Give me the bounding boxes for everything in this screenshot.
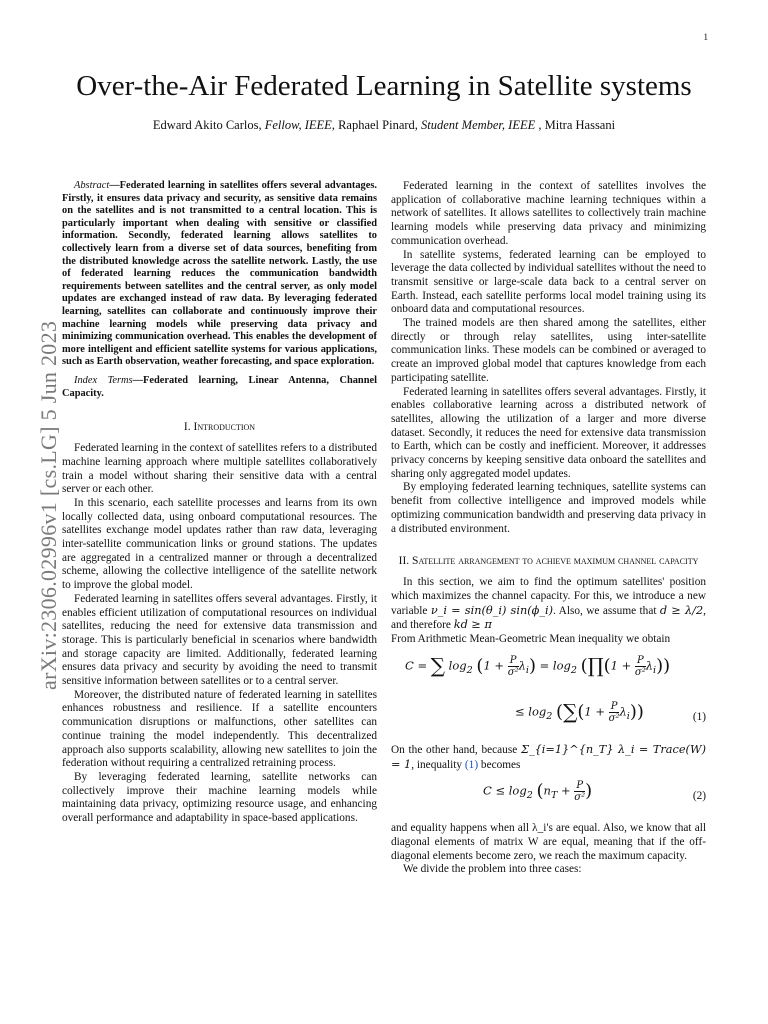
- s2p3-b: , inequality: [411, 758, 465, 771]
- s2p3-a: On the other hand, because: [391, 743, 521, 756]
- section-2-paragraph-3: [391, 743, 706, 772]
- section-2-paragraph-1: [391, 576, 706, 633]
- s2p1-c: , and therefore: [391, 604, 706, 632]
- arxiv-stamp: arXiv:2306.02996v1 [cs.LG] 5 Jun 2023: [36, 320, 61, 690]
- abstract-text: —Federated learning in satellites offers several advantages. Firstly, it ensures data privacy and security, as sensitive data remains on the satellites and is not transmitted to a central location. This is particularly important when dealing with sensitive or classified information. Secondly, federated learning allows satellites to collectively learn from a diverse set of data sources, benefiting from the distributed knowledge across the satellite network. Lastly, the use of federated learning reduces the communication bandwidth requirements between satellites and the central server, as only model updates are exchanged instead of raw data. By leveraging federated learning, satellites can collaborate and continuously improve their machine learning models while preserving data privacy and minimizing communication overhead. This enables the development of more intelligent and efficient satellite systems for various applications, such as Earth observation, weather forecasting, and space exploration.: [62, 180, 377, 368]
- right-paragraph-1: Federated learning in the context of satellites involves the application of collaborative machine learning techniques within a network of satellites. It allows satellites to collectively train machine learning models while preserving data privacy and minimizing communication overhead.: [391, 180, 706, 247]
- intro-paragraph-4: Moreover, the distributed nature of federated learning in satellites enhances robustness and resilience. If a satellite encounters communication disruptions or malfunctions, other satellites can continue training the model independently. This decentralized approach also supports scalability, allowing new satellites to join the federation without requiring a centralized retraining process.: [62, 688, 377, 770]
- page-number: 1: [703, 32, 708, 42]
- right-paragraph-2: In satellite systems, federated learning can be employed to leverage the data collected by individual satellites without the need to transmit sensitive or large-scale data back to a central server on Earth. Instead, each satellite performs local model training using its onboard data and computational resources.: [391, 248, 706, 316]
- index-terms-text: —Federated learning, Linear Antenna, Channel Capacity.: [62, 374, 377, 399]
- equation-1a: [391, 651, 706, 693]
- author-2-role: Student Member, IEEE: [421, 118, 536, 132]
- trace-sum: Σ_{i=1}^{n_T} λ_i = Trace(W) = 1: [391, 742, 706, 771]
- equation-1a-body: C = ∑ $\log_2 (1$ + $\frac{P}{\text{σ²}}$ $\lambda_i) = \log_2$ (∏(1 + $\frac{P}{\text{σ²}}$ $\lambda_i$)): [405, 653, 671, 678]
- equation-1-reference[interactable]: (1): [464, 758, 479, 771]
- author-3: , Mitra Hassani: [535, 118, 616, 132]
- variable-definition: ν_i = sin(θ_i) sin(ϕ_i): [430, 603, 554, 617]
- right-paragraph-3: The trained models are then shared among the satellites, either directly or through relay satellites, using inter-satellite communication links. These models can be combined or averaged to create an improved global model that captures knowledge from each participating satellite.: [391, 317, 706, 384]
- left-column: [62, 180, 377, 826]
- section-2-paragraph-2: From Arithmetic Mean-Geometric Mean inequality we obtain: [391, 633, 671, 646]
- index-terms: [62, 375, 377, 400]
- section-2-paragraph-4: and equality happens when all λ_i's are equal. Also, we know that all diagonal elements of matrix W are equal, meaning that if the off-diagonal elements become zero, we reach the maximum capacity.: [391, 822, 706, 862]
- right-paragraph-5: By employing federated learning techniques, satellite systems can benefit from collective intelligence and improved models while optimizing communication bandwidth and preserving data privacy in a distributed environment.: [391, 481, 706, 535]
- index-terms-label: Index Terms: [74, 374, 133, 386]
- spacing-condition-2: kd ≥ π: [453, 618, 492, 632]
- equation-1b: [391, 697, 706, 739]
- intro-paragraph-5: By leveraging federated learning, satellite networks can collectively improve their machine learning models while maintaining data privacy, optimizing resource usage, and enhancing overall performance and adaptability in space-based applications.: [62, 770, 377, 825]
- section-1-heading: I. Introduction: [183, 421, 256, 434]
- right-paragraph-4: Federated learning in satellites offers several advantages. Firstly, it enables collaborative learning across a distributed network of satellites, allowing the utilization of a larger and more diverse dataset. Secondly, it reduces the need for extensive data transmission to Earth, which can be costly and inefficient. Moreover, it addresses privacy concerns by keeping sensitive data onboard the satellites and sharing only aggregated model updates.: [391, 385, 706, 480]
- author-2: Raphael Pinard,: [334, 118, 422, 132]
- section-2-paragraph-5: We divide the problem into three cases:: [403, 863, 582, 876]
- s2p1-a: In this section, we aim to find the optimum satellites' position which maximizes the channel capacity. For this, we introduce a new variable: [391, 576, 706, 617]
- intro-paragraph-3: Federated learning in satellites offers several advantages. Firstly, it enables efficient utilization of computational resources on individual satellites, reducing the need for extensive data transmission and storage. This is particularly beneficial in scenarios where bandwidth and storage capacity are limited. Additionally, federated learning ensures data privacy and security by avoiding the need to transmit sensitive information between satellites or to a central server.: [62, 592, 377, 688]
- paper-title: Over-the-Air Federated Learning in Satellite systems: [76, 70, 692, 102]
- intro-paragraph-1: Federated learning in the context of satellites refers to a distributed machine learning approach where multiple satellites collaboratively train a model without sharing their sensitive data with a central server or each other.: [62, 442, 377, 496]
- abstract: [62, 180, 377, 369]
- abstract-label: Abstract: [74, 180, 110, 191]
- equation-1-number: (1): [692, 710, 706, 723]
- spacing-condition: d ≥ λ/2: [659, 603, 704, 617]
- equation-2-body: $C \le \log_2 (n_T$ + $\frac{P}{\text{σ²}}$ ): [483, 780, 593, 804]
- section-2-heading: II. Satellite arrangement to achieve maximum channel capacity: [398, 555, 699, 568]
- author-line: [0, 118, 768, 133]
- s2p3-c: becomes: [478, 758, 521, 771]
- s2p1-b: . Also, we assume that: [553, 604, 660, 617]
- equation-2: [391, 776, 706, 818]
- equation-1b-body: ≤ $\log_2 (\sum(1$ + $\frac{P}{\text{σ²}}$ $\lambda_i$)): [515, 699, 644, 724]
- author-1-role: Fellow, IEEE,: [264, 118, 335, 132]
- intro-paragraph-2: In this scenario, each satellite processes and learns from its own locally collected data, using onboard computational resources. The satellites exchange model updates rather than raw data, leveraging inter-satellite communication links or ground stations. The updates are aggregated in a centralized manner or through a decentralized scheme, allowing the collective intelligence of the satellite network to improve the global model.: [62, 496, 377, 592]
- right-column: [391, 180, 706, 877]
- equation-2-number: (2): [692, 790, 706, 803]
- author-1: Edward Akito Carlos,: [152, 118, 265, 132]
